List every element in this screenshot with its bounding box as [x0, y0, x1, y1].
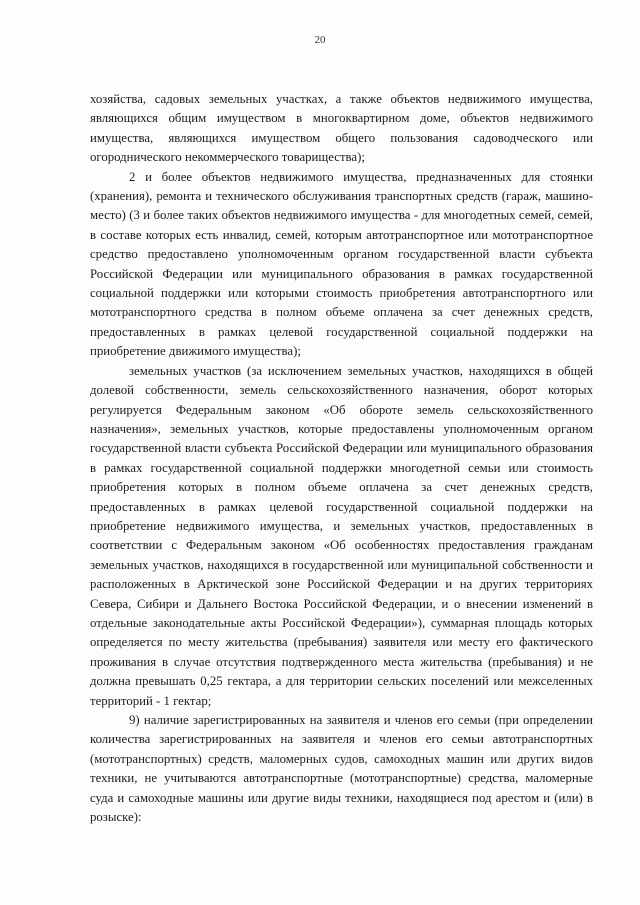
paragraph-land-plots: земельных участков (за исключением земельных участков, находящихся в общей долевой собственности, земель сельскохозяйственного назначения, оборот которых регулируется Федеральным законом «Об обороте земель сельскохозяйственного назначения», земельных участков, которые предоставлены уполномоченным органом государственной власти субъекта Российской Федерации или муниципального образования в рамках государственной социальной поддержки многодетной семьи или стоимость приобретения которых в полном объеме оплачена за счет денежных средств, предоставленных в рамках целевой государственной социальной поддержки на приобретение недвижимого имущества, и земельных участков, предоставленных в соответствии с Федеральным законом «Об особенностях предоставления гражданам земельных участков, находящихся в государственной или муниципальной собственности и расположенных в Арктической зоне Российской Федерации и на других территориях Севера, Сибири и Дальнего Востока Российской Федерации, и о внесении изменений в отдельные законодательные акты Российской Федерации»), суммарная площадь которых определяется по месту жительства (пребывания) заявителя или месту его фактического проживания в случае отсутствия подтвержденного места жительства (пребывания) и не должна превышать 0,25 гектара, а для территории сельских поселений или межселенных территорий - 1 гектар; [90, 363, 593, 708]
page-number: 20 [314, 34, 326, 46]
document-body [90, 90, 593, 827]
paragraph-item-9: 9) наличие зарегистрированных на заявителя и членов его семьи (при определении количества зарегистрированных на заявителя и членов его семьи автотранспортных (мототранспортных) средств, маломерных судов, самоходных машин или других видов техники, не учитываются автотранспортные (мототранспортные) средства, маломерные суда и самоходные машины или другие виды техники, находящиеся под арестом и (или) в розыске): [90, 713, 593, 825]
paragraph-parking-property: 2 и более объектов недвижимого имущества, предназначенных для стоянки (хранения), ремонта и технического обслуживания транспортных средств (гараж, машино-место) (3 и более таких объектов недвижимого имущества - для многодетных семей, семей, в составе которых есть инвалид, семей, которым автотранспортное или мототранспортное средство предоставлено уполномоченным органом государственной власти субъекта Российской Федерации или муниципального образования в рамках государственной социальной поддержки или которыми стоимость приобретения автотранспортного или мототранспортного средства в полном объеме оплачена за счет денежных средств, предоставленных в рамках целевой государственной социальной поддержки на приобретение движимого имущества); [90, 169, 593, 359]
paragraph-continuation: хозяйства, садовых земельных участках, а также объектов недвижимого имущества, являющихся общим имуществом в многоквартирном доме, объектов недвижимого имущества, являющихся имуществом общего пользования садоводческого или огороднического некоммерческого товарищества); [90, 92, 593, 165]
